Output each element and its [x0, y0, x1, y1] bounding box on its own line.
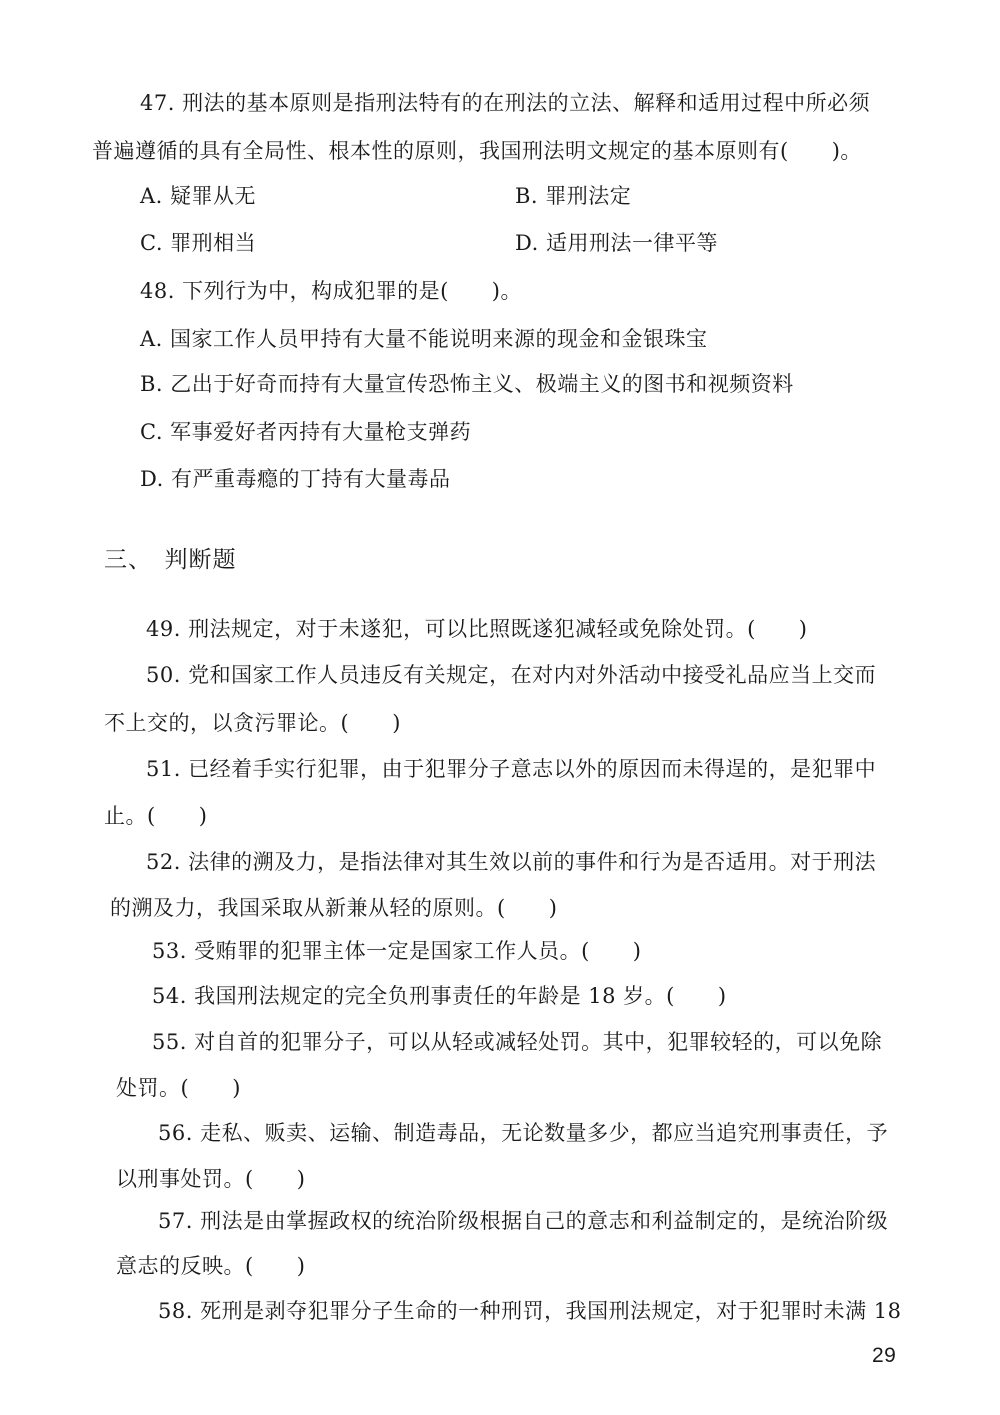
question-51-line-2: 止。( ): [104, 804, 208, 828]
question-56-line-2: 以刑事处罚。( ): [116, 1167, 306, 1191]
question-47-option-b: B. 罪刑法定: [515, 184, 632, 208]
question-53-line-1: 53. 受贿罪的犯罪主体一定是国家工作人员。( ): [152, 939, 642, 963]
question-57-line-1: 57. 刑法是由掌握政权的统治阶级根据自己的意志和利益制定的，是统治阶级: [158, 1209, 889, 1233]
question-47-option-d: D. 适用刑法一律平等: [515, 231, 718, 255]
question-55-line-2: 处罚。( ): [116, 1076, 241, 1100]
question-48-option-a: A. 国家工作人员甲持有大量不能说明来源的现金和金银珠宝: [140, 327, 708, 351]
question-48-option-d: D. 有严重毒瘾的丁持有大量毒品: [140, 467, 451, 491]
question-52-line-2: 的溯及力，我国采取从新兼从轻的原则。( ): [110, 896, 558, 920]
question-50-line-2: 不上交的，以贪污罪论。( ): [104, 711, 401, 735]
section-title-true-false: 三、 判断题: [104, 547, 237, 573]
question-50-line-1: 50. 党和国家工作人员违反有关规定，在对内对外活动中接受礼品应当上交而: [146, 663, 877, 687]
question-48-option-b: B. 乙出于好奇而持有大量宣传恐怖主义、极端主义的图书和视频资料: [140, 372, 794, 396]
question-52-line-1: 52. 法律的溯及力，是指法律对其生效以前的事件和行为是否适用。对于刑法: [146, 850, 877, 874]
question-47-line-1: 47. 刑法的基本原则是指刑法特有的在刑法的立法、解释和适用过程中所必须: [140, 91, 871, 115]
question-47-option-c: C. 罪刑相当: [140, 231, 257, 255]
question-48-option-c: C. 军事爱好者丙持有大量枪支弹药: [140, 420, 472, 444]
question-56-line-1: 56. 走私、贩卖、运输、制造毒品，无论数量多少，都应当追究刑事责任，予: [158, 1121, 889, 1145]
page-number: 29: [872, 1344, 897, 1367]
question-47-line-2: 普遍遵循的具有全局性、根本性的原则，我国刑法明文规定的基本原则有( )。: [92, 139, 862, 163]
question-49-line-1: 49. 刑法规定，对于未遂犯，可以比照既遂犯减轻或免除处罚。( ): [146, 617, 808, 641]
question-47-option-a: A. 疑罪从无: [140, 184, 257, 208]
question-55-line-1: 55. 对自首的犯罪分子，可以从轻或减轻处罚。其中，犯罪较轻的，可以免除: [152, 1030, 883, 1054]
question-51-line-1: 51. 已经着手实行犯罪，由于犯罪分子意志以外的原因而未得逞的，是犯罪中: [146, 757, 877, 781]
question-54-line-1: 54. 我国刑法规定的完全负刑事责任的年龄是 18 岁。( ): [152, 984, 727, 1008]
question-48-line-1: 48. 下列行为中，构成犯罪的是( )。: [140, 279, 522, 303]
question-57-line-2: 意志的反映。( ): [116, 1254, 306, 1278]
question-58-line-1: 58. 死刑是剥夺犯罪分子生命的一种刑罚，我国刑法规定，对于犯罪时未满 18: [158, 1299, 902, 1323]
